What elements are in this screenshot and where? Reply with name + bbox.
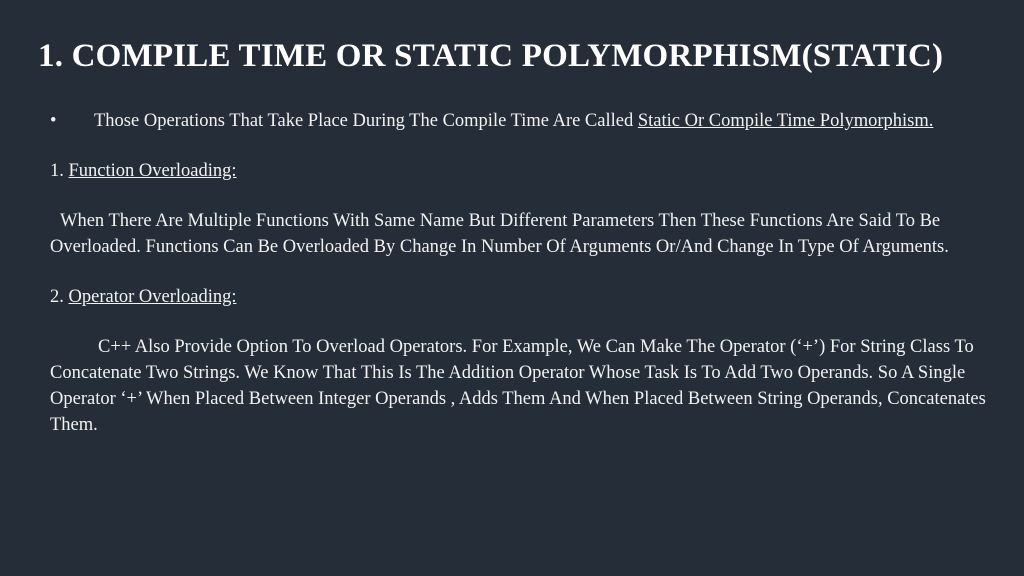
section-title: Operator Overloading: <box>68 287 237 307</box>
bullet-icon: • <box>50 111 57 131</box>
section-paragraph-operator-overloading: C++ Also Provide Option To Overload Operators. For Example, We Can Make The Operator (‘+’) For String Class To Concatenate Two Strings. We Know That This Is The Addition Operator Whose Task Is To Add Two Operands. So A Single Operator ‘+’ When Placed Between Integer Operands , Adds Them And When Placed Between String Operands, Concatenates Them. <box>50 337 986 435</box>
section-number: 1. <box>50 161 69 181</box>
section-title: Function Overloading: <box>68 161 237 181</box>
section-heading-operator-overloading <box>50 284 990 310</box>
section-number: 2. <box>50 287 69 307</box>
bullet-text-lead: Those Operations That Take Place During The Compile Time Are Called <box>94 111 638 131</box>
bullet-text <box>78 108 990 134</box>
section-paragraph-function-overloading: When There Are Multiple Functions With Same Name But Different Parameters Then These Functions Are Said To Be Overloaded. Functions Can Be Overloaded By Change In Number Of Arguments Or/And Change In Type Of Arguments. <box>50 211 949 257</box>
slide-content <box>50 108 990 438</box>
section-heading-function-overloading <box>50 158 990 184</box>
bullet-item <box>50 108 990 134</box>
bullet-underlined-text: Static Or Compile Time Polymorphism. <box>637 111 934 131</box>
slide-title: 1. COMPILE TIME OR STATIC POLYMORPHISM(STATIC) <box>38 38 944 74</box>
